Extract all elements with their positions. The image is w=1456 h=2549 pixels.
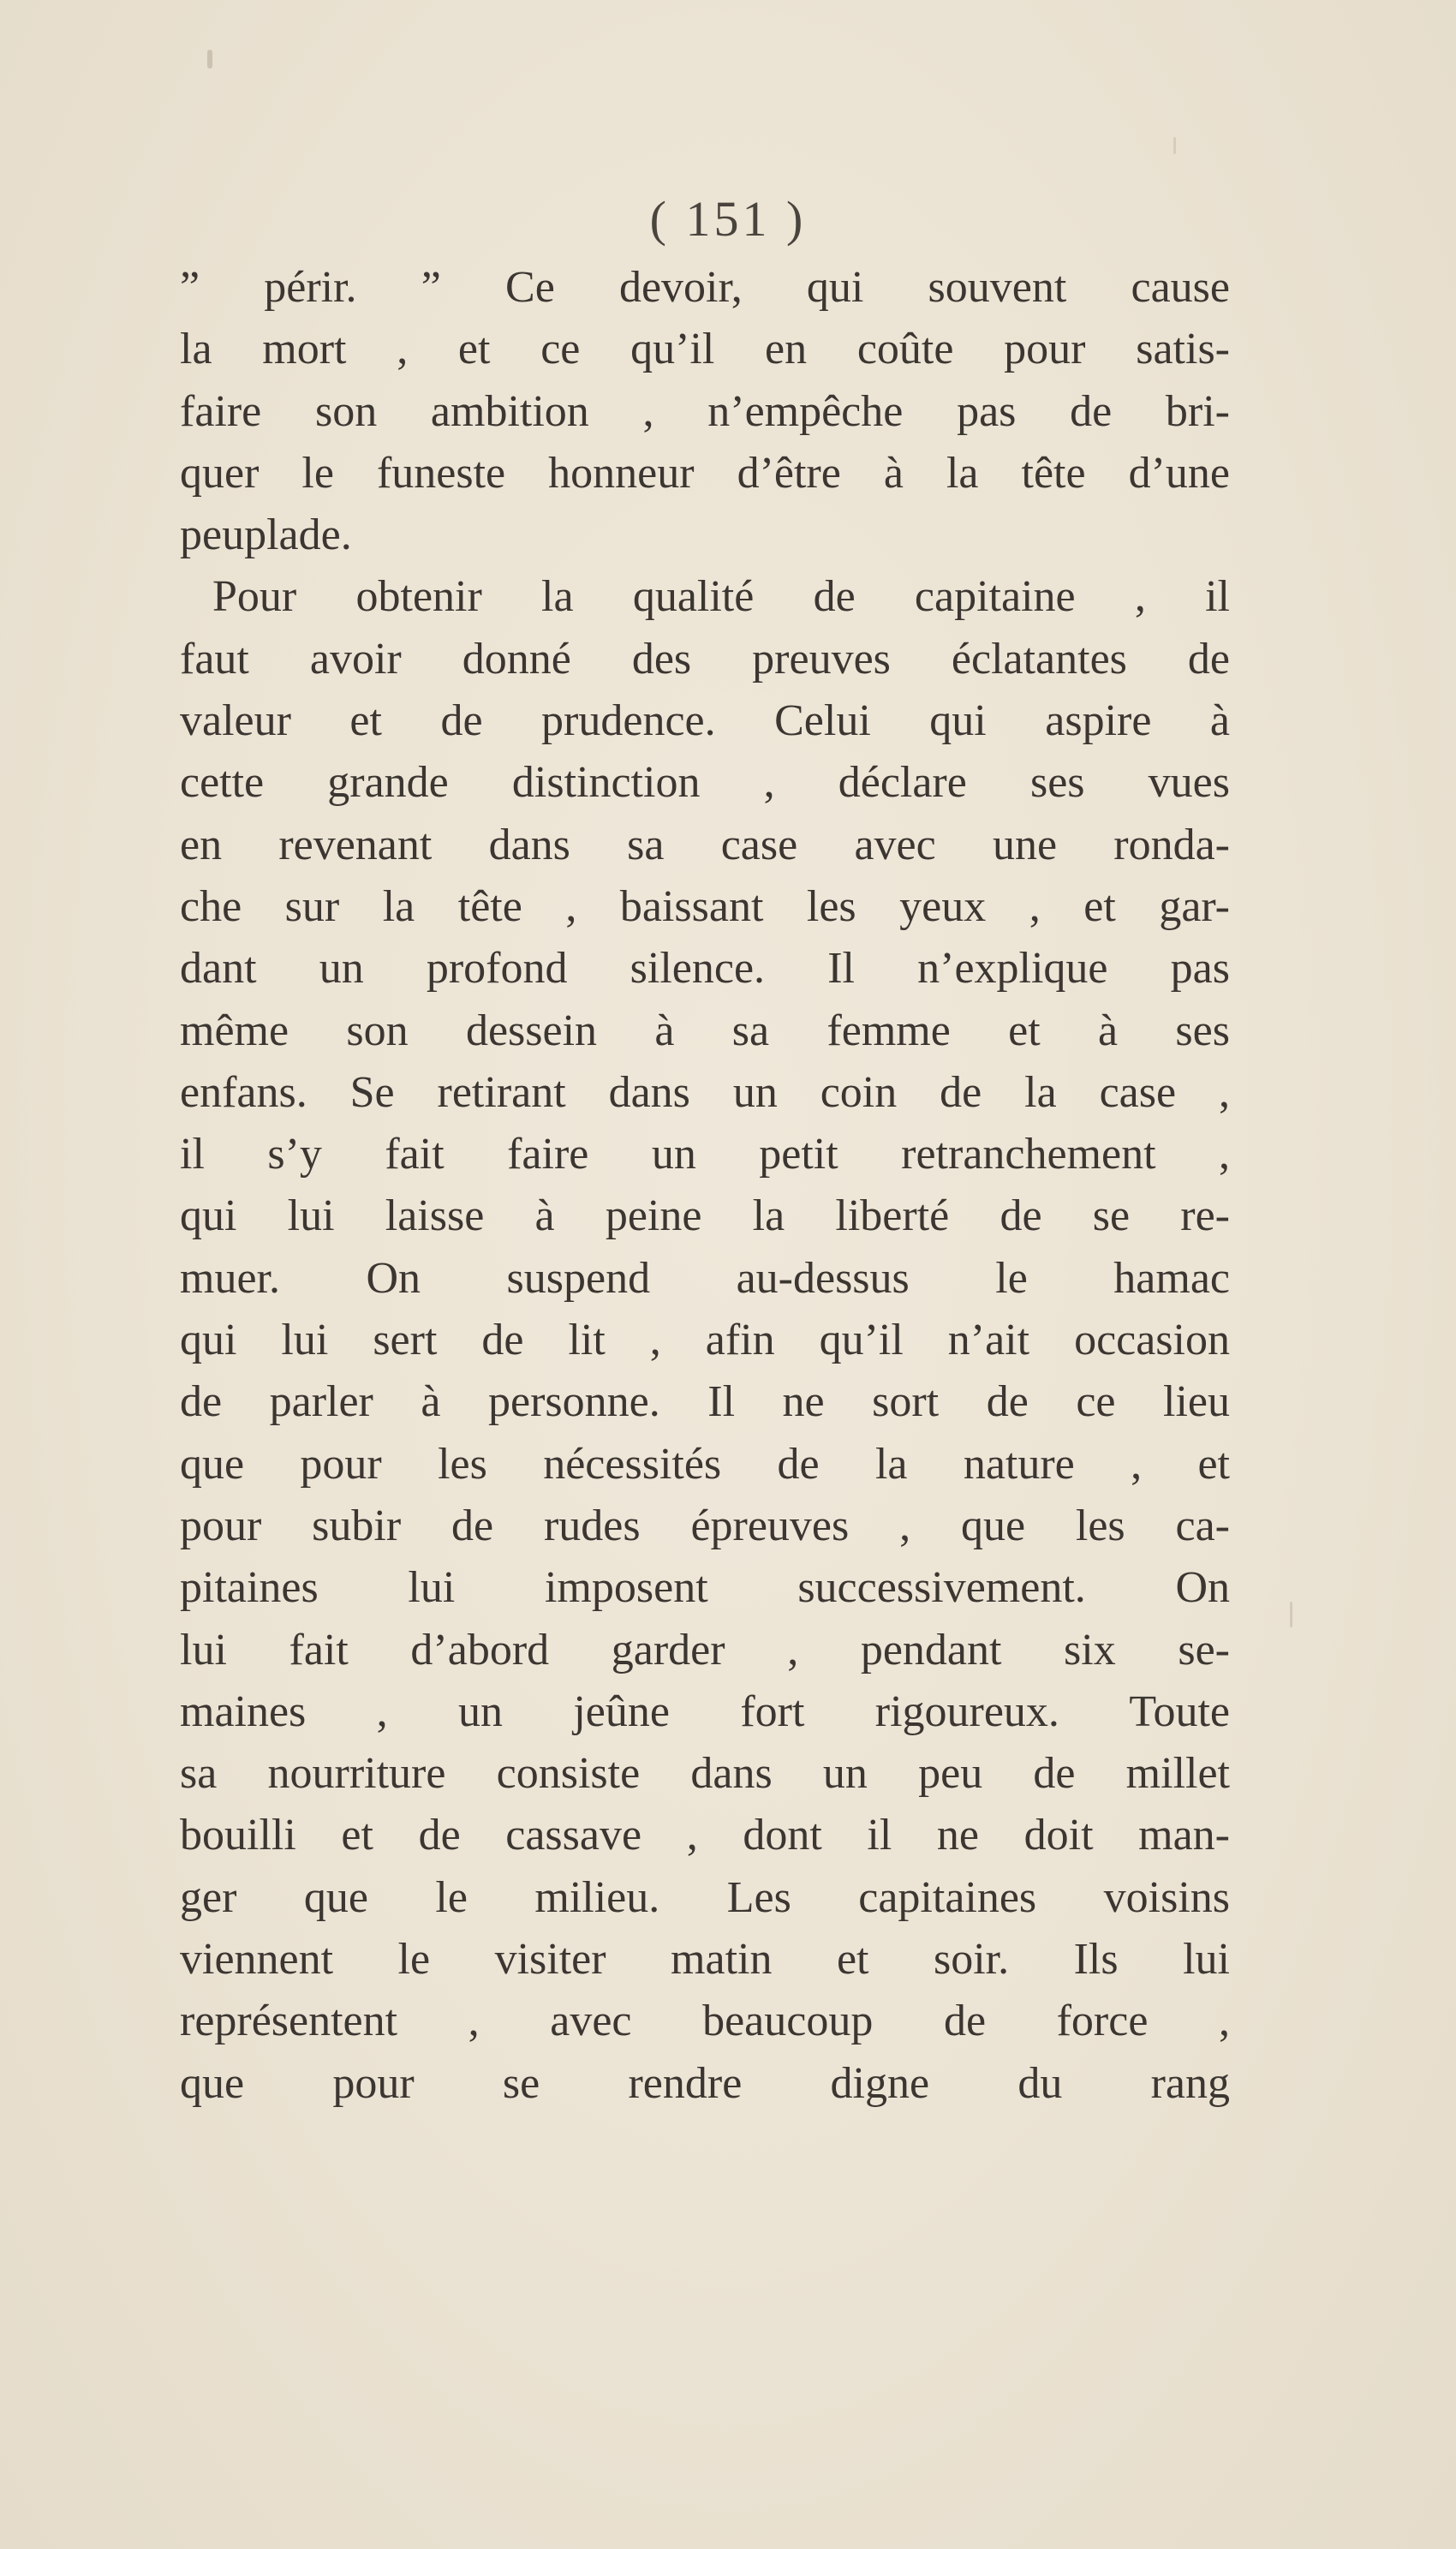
text-line: muer. On suspend au-dessus le hamac bbox=[180, 1253, 1230, 1303]
text-line: que pour les nécessités de la nature , et bbox=[180, 1439, 1230, 1489]
text-line: Pour obtenir la qualité de capitaine , il bbox=[212, 572, 1230, 622]
page-number: ( 151 ) bbox=[649, 191, 807, 247]
text-line: viennent le visiter matin et soir. Ils lui bbox=[180, 1935, 1230, 1985]
text-line: valeur et de prudence. Celui qui aspire à bbox=[180, 696, 1230, 746]
text-line: enfans. Se retirant dans un coin de la case , bbox=[180, 1067, 1230, 1117]
text-line: ” périr. ” Ce devoir, qui souvent cause bbox=[180, 263, 1230, 312]
text-line: dant un profond silence. Il n’explique pas bbox=[180, 944, 1230, 994]
text-line: qui lui sert de lit , afin qu’il n’ait occasion bbox=[180, 1316, 1230, 1365]
text-line: cette grande distinction , déclare ses vues bbox=[180, 758, 1230, 808]
text-line: que pour se rendre digne du rang bbox=[180, 2058, 1230, 2108]
text-line: même son dessein à sa femme et à ses bbox=[180, 1006, 1230, 1055]
text-line: représentent , avec beaucoup de force , bbox=[180, 1997, 1230, 2046]
text-line: faire son ambition , n’empêche pas de bri- bbox=[180, 386, 1230, 436]
ink-speck bbox=[207, 50, 212, 69]
ink-speck bbox=[1173, 137, 1176, 154]
text-line: quer le funeste honneur d’être à la tête d’une bbox=[180, 448, 1230, 498]
text-line: che sur la tête , baissant les yeux , et gar- bbox=[180, 881, 1230, 931]
text-line: la mort , et ce qu’il en coûte pour satis- bbox=[180, 325, 1230, 374]
text-line: lui fait d’abord garder , pendant six se- bbox=[180, 1625, 1230, 1674]
text-line: sa nourriture consiste dans un peu de millet bbox=[180, 1749, 1230, 1799]
text-line: peuplade. bbox=[180, 510, 352, 560]
text-line: maines , un jeûne fort rigoureux. Toute bbox=[180, 1686, 1230, 1736]
text-line: ger que le milieu. Les capitaines voisins bbox=[180, 1872, 1230, 1922]
text-line: faut avoir donné des preuves éclatantes de bbox=[180, 634, 1230, 684]
text-line: bouilli et de cassave , dont il ne doit man- bbox=[180, 1811, 1230, 1860]
text-line: en revenant dans sa case avec une ronda- bbox=[180, 820, 1230, 869]
text-line: pour subir de rudes épreuves , que les ca- bbox=[180, 1501, 1230, 1550]
ink-speck bbox=[1290, 1602, 1292, 1627]
text-line: de parler à personne. Il ne sort de ce lieu bbox=[180, 1377, 1230, 1427]
text-line: il s’y fait faire un petit retranchement , bbox=[180, 1130, 1230, 1179]
text-line: qui lui laisse à peine la liberté de se re- bbox=[180, 1191, 1230, 1241]
body-text bbox=[180, 257, 1230, 2115]
text-line: pitaines lui imposent successivement. On bbox=[180, 1563, 1230, 1613]
